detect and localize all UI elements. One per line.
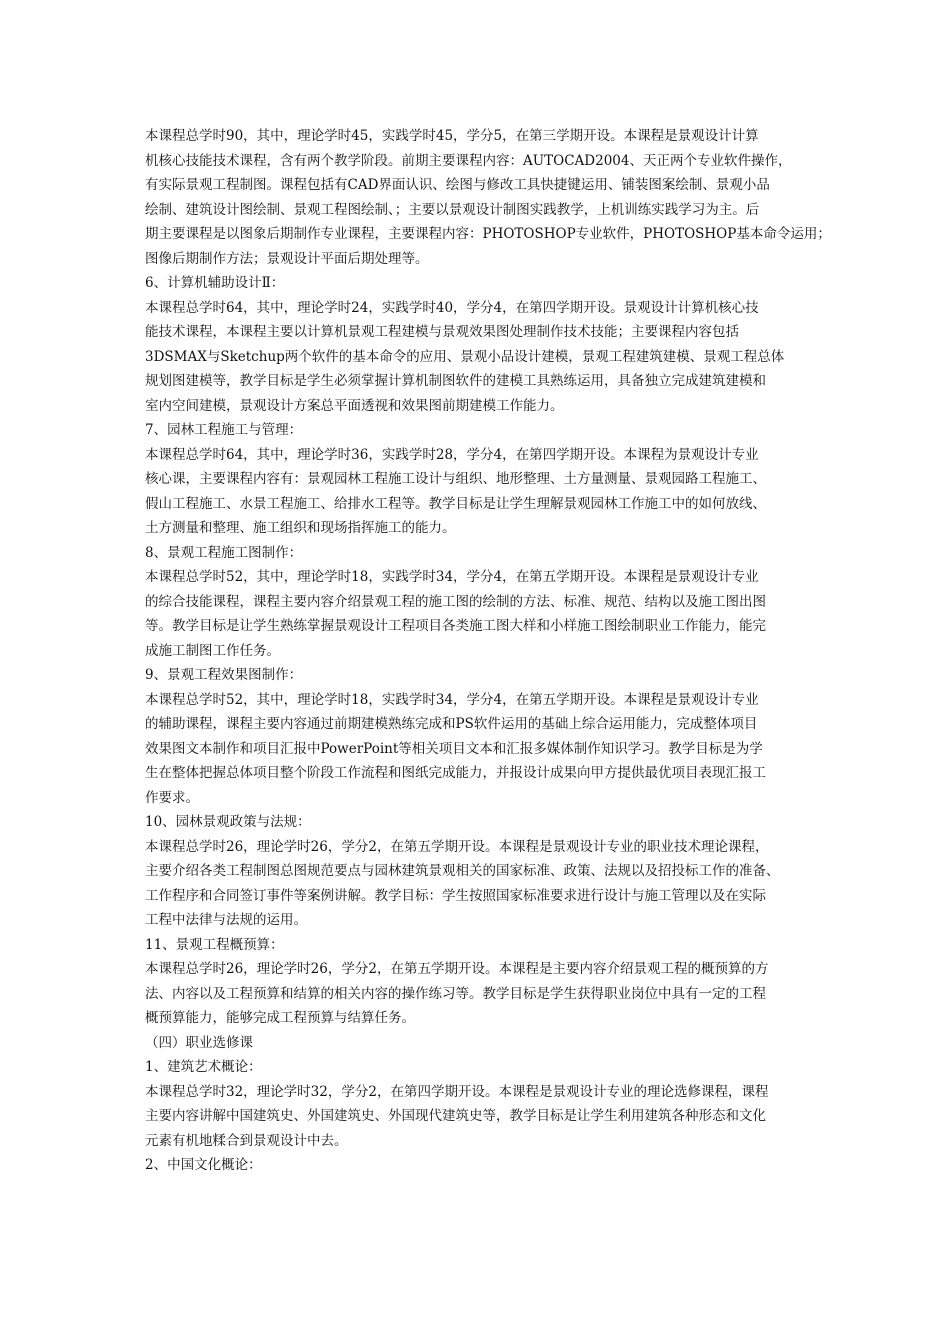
paragraph-line: 3DSMAX与Sketchup两个软件的基本命令的应用、景观小品设计建模，景观工程建筑建模、景观工程总体 <box>145 348 785 365</box>
section-heading: 8、景观工程施工图制作： <box>145 544 303 561</box>
paragraph-line: 本课程总学时64，其中，理论学时36，实践学时28，学分4，在第四学期开设。本课程为景观设计专业 <box>145 446 759 463</box>
paragraph-line: 主要内容讲解中国建筑史、外国建筑史、外国现代建筑史等，教学目标是让学生利用建筑各种形态和文化 <box>145 1108 766 1124</box>
paragraph-line: 规划图建模等，教学目标是学生必须掌握计算机制图软件的建模工具熟练运用，具备独立完成建筑建模和 <box>145 373 766 389</box>
paragraph-line: 的辅助课程，课程主要内容通过前期建模熟练完成和PS软件运用的基础上综合运用能力，完成整体项目 <box>145 716 758 732</box>
section-heading: 1、建筑艺术概论： <box>145 1059 262 1075</box>
section-heading: 6、计算机辅助设计Ⅱ： <box>145 275 285 291</box>
section-heading: 9、景观工程效果图制作： <box>145 667 303 683</box>
section-heading: 7、园林工程施工与管理： <box>145 422 303 438</box>
paragraph-line: 生在整体把握总体项目整个阶段工作流程和图纸完成能力，并报设计成果向甲方提供最优项目表现汇报工 <box>145 765 766 781</box>
paragraph-line: 本课程总学时52，其中，理论学时18，实践学时34，学分4，在第五学期开设。本课程是景观设计专业 <box>145 569 759 585</box>
paragraph-line: 本课程总学时32，理论学时32，学分2，在第四学期开设。本课程是景观设计专业的理论选修课程，课程 <box>145 1083 769 1100</box>
paragraph-line: 概预算能力，能够完成工程预算与结算任务。 <box>145 1010 415 1026</box>
paragraph-line: 期主要课程是以图象后期制作专业课程，主要课程内容：PHOTOSHOP专业软件，PHOTOSHOP基本命令运用； <box>145 226 831 242</box>
paragraph-line: 土方测量和整理、施工组织和现场指挥施工的能力。 <box>145 520 456 536</box>
paragraph-line: 绘制、建筑设计图绘制、景观工程图绘制、；主要以景观设计制图实践教学，上机训练实践学习为主。后 <box>145 201 760 218</box>
paragraph-line: 等。教学目标是让学生熟练掌握景观设计工程项目各类施工图大样和小样施工图绘制职业工作能力，能完 <box>145 618 766 634</box>
paragraph-line: 元素有机地糅合到景观设计中去。 <box>145 1132 348 1149</box>
paragraph-line: 主要介绍各类工程制图总图规范要点与园林建筑景观相关的国家标准、政策、法规以及招投标工作的准备、 <box>145 863 780 879</box>
paragraph-line: 假山工程施工、水景工程施工、给排水工程等。教学目标是让学生理解景观园林工作施工中的如何放线、 <box>145 495 766 512</box>
paragraph-line: 能技术课程，本课程主要以计算机景观工程建模与景观效果图处理制作技术技能；主要课程内容包括 <box>145 324 739 340</box>
paragraph-line: 本课程总学时26，理论学时26，学分2，在第五学期开设。本课程是主要内容介绍景观工程的概预算的方 <box>145 961 769 977</box>
paragraph-line: 本课程总学时52，其中，理论学时18，实践学时34，学分4，在第五学期开设。本课程是景观设计专业 <box>145 691 759 708</box>
paragraph-line: 有实际景观工程制图。课程包括有CAD界面认识、绘图与修改工具快捷键运用、铺装图案绘制、景观小品 <box>145 177 770 193</box>
section-heading: （四）职业选修课 <box>145 1034 253 1051</box>
paragraph-line: 法、内容以及工程预算和结算的相关内容的操作练习等。教学目标是学生获得职业岗位中具有一定的工程 <box>145 985 766 1002</box>
paragraph-line: 本课程总学时90，其中，理论学时45，实践学时45，学分5，在第三学期开设。本课程是景观设计计算 <box>145 128 759 144</box>
section-heading: 11、景观工程概预算： <box>145 936 284 953</box>
paragraph-line: 作要求。 <box>145 789 199 806</box>
paragraph-line: 室内空间建模，景观设计方案总平面透视和效果图前期建模工作能力。 <box>145 397 564 414</box>
paragraph-line: 图像后期制作方法；景观设计平面后期处理等。 <box>145 250 429 267</box>
paragraph-line: 核心课，主要课程内容有：景观园林工程施工设计与组织、地形整理、土方量测量、景观园路工程施工、 <box>145 471 766 487</box>
paragraph-line: 工作程序和合同签订事件等案例讲解。教学目标：学生按照国家标准要求进行设计与施工管理以及在实际 <box>145 887 766 904</box>
paragraph-line: 机核心技能技术课程，含有两个教学阶段。前期主要课程内容：AUTOCAD2004、天正两个专业软件操作， <box>145 152 792 169</box>
section-heading: 2、中国文化概论： <box>145 1157 262 1173</box>
paragraph-line: 本课程总学时64，其中，理论学时24，实践学时40，学分4，在第四学期开设。景观设计计算机核心技 <box>145 299 759 316</box>
paragraph-line: 工程中法律与法规的运用。 <box>145 912 307 928</box>
document-body <box>145 124 831 1178</box>
paragraph-line: 本课程总学时26，理论学时26，学分2，在第五学期开设。本课程是景观设计专业的职业技术理论课程， <box>145 838 769 855</box>
paragraph-line: 效果图文本制作和项目汇报中PowerPoint等相关项目文本和汇报多媒体制作知识学习。教学目标是为学 <box>145 740 763 757</box>
paragraph-line: 成施工制图工作任务。 <box>145 642 280 659</box>
paragraph-line: 的综合技能课程，课程主要内容介绍景观工程的施工图的绘制的方法、标准、规范、结构以及施工图出图 <box>145 593 766 610</box>
section-heading: 10、园林景观政策与法规： <box>145 814 311 830</box>
